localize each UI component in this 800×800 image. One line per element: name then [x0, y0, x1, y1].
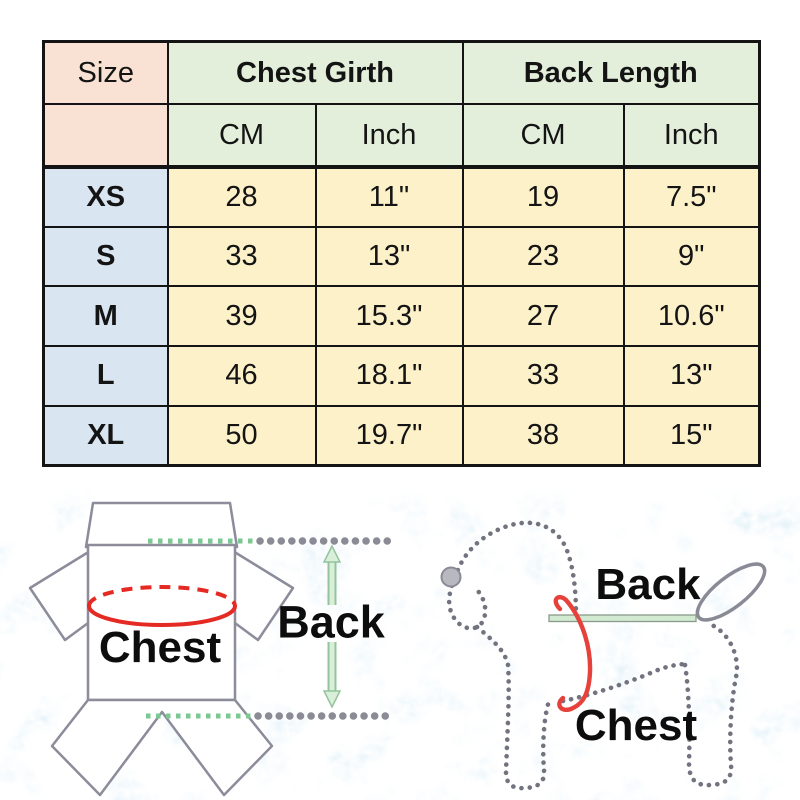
header-back-length: Back Length	[463, 42, 760, 105]
dog-back-measure-line	[549, 615, 696, 622]
back-cm-cell: 38	[463, 406, 624, 466]
subheader-back-cm: CM	[463, 104, 624, 167]
table-row	[44, 406, 760, 466]
back-cm-cell: 33	[463, 346, 624, 406]
size-cell: XS	[44, 167, 168, 227]
back-inch-cell: 7.5"	[624, 167, 760, 227]
back-cm-cell: 23	[463, 227, 624, 287]
dog-back-label: Back	[595, 560, 701, 609]
chest-cm-cell: 33	[168, 227, 316, 287]
garment-back-label: Back	[277, 596, 385, 648]
dog-nose	[442, 568, 461, 587]
back-inch-cell: 13"	[624, 346, 760, 406]
header-size: Size	[44, 42, 168, 105]
chest-cm-cell: 50	[168, 406, 316, 466]
table-row	[44, 167, 760, 227]
chest-inch-cell: 11"	[316, 167, 463, 227]
back-inch-cell: 9"	[624, 227, 760, 287]
table-row	[44, 286, 760, 346]
dog-chest-label: Chest	[574, 701, 698, 750]
chest-cm-cell: 46	[168, 346, 316, 406]
header-chest-girth: Chest Girth	[168, 42, 463, 105]
subheader-chest-inch: Inch	[316, 104, 463, 167]
size-cell: XL	[44, 406, 168, 466]
back-cm-cell: 19	[463, 167, 624, 227]
size-cell: S	[44, 227, 168, 287]
size-chart-table	[42, 40, 761, 467]
chest-cm-cell: 28	[168, 167, 316, 227]
size-cell: L	[44, 346, 168, 406]
garment-chest-label: Chest	[98, 623, 222, 672]
chest-inch-cell: 15.3"	[316, 286, 463, 346]
back-cm-cell: 27	[463, 286, 624, 346]
chest-inch-cell: 13"	[316, 227, 463, 287]
chest-inch-cell: 19.7"	[316, 406, 463, 466]
back-inch-cell: 15"	[624, 406, 760, 466]
size-cell: M	[44, 286, 168, 346]
table-header-row	[44, 42, 760, 105]
table-row	[44, 346, 760, 406]
measurement-diagram	[0, 488, 800, 800]
subheader-chest-cm: CM	[168, 104, 316, 167]
subheader-back-inch: Inch	[624, 104, 760, 167]
chest-cm-cell: 39	[168, 286, 316, 346]
subheader-empty	[44, 104, 168, 167]
back-inch-cell: 10.6"	[624, 286, 760, 346]
table-subheader-row	[44, 104, 760, 167]
chest-inch-cell: 18.1"	[316, 346, 463, 406]
table-row	[44, 227, 760, 287]
